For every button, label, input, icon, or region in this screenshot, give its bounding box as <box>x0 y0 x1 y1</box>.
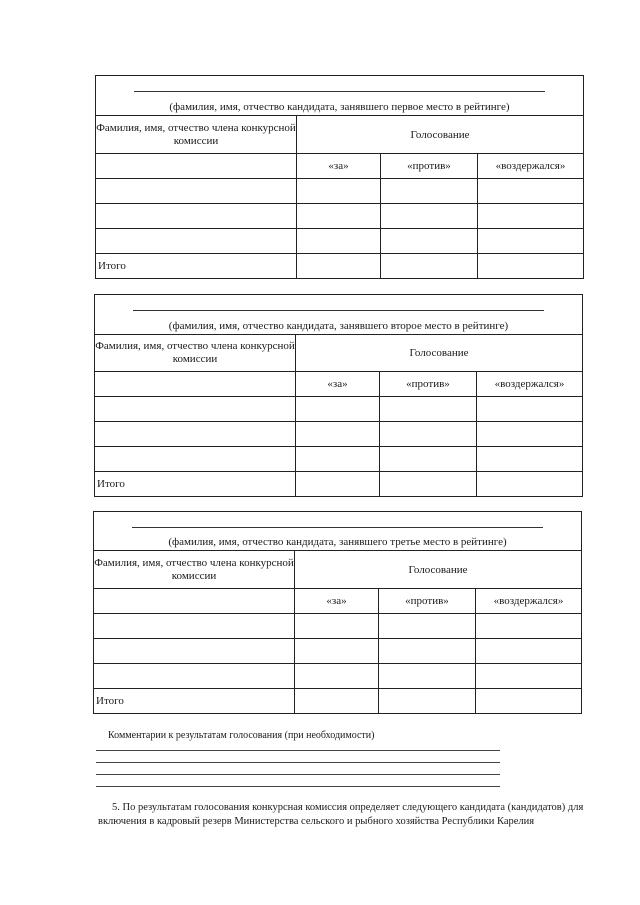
vote-cell[interactable] <box>380 422 477 447</box>
vote-cell[interactable] <box>379 614 476 639</box>
total-cell[interactable] <box>478 254 584 279</box>
vote-cell[interactable] <box>380 447 477 472</box>
member-cell[interactable] <box>96 229 297 254</box>
member-cell[interactable] <box>94 664 295 689</box>
vote-cell[interactable] <box>296 397 380 422</box>
table-row <box>94 664 582 689</box>
total-label: Итого <box>95 472 296 497</box>
member-cell[interactable] <box>95 422 296 447</box>
total-cell[interactable] <box>476 689 582 714</box>
comment-line[interactable] <box>96 750 500 751</box>
comment-line[interactable] <box>96 762 500 763</box>
option-abstain: «воздержался» <box>477 372 583 397</box>
comment-line[interactable] <box>96 786 500 787</box>
table-row <box>95 397 583 422</box>
candidate-caption: (фамилия, имя, отчество кандидата, занявшего третье место в рейтинге) <box>168 536 507 548</box>
table-row <box>94 614 582 639</box>
voting-header: Голосование <box>296 335 583 372</box>
table-row <box>96 179 584 204</box>
option-for: «за» <box>297 154 381 179</box>
total-cell[interactable] <box>296 472 380 497</box>
option-for: «за» <box>295 589 379 614</box>
candidate-caption: (фамилия, имя, отчество кандидата, занявшего второе место в рейтинге) <box>168 320 509 332</box>
member-cell[interactable] <box>95 447 296 472</box>
total-label: Итого <box>94 689 295 714</box>
member-cell[interactable] <box>94 589 295 614</box>
vote-cell[interactable] <box>379 639 476 664</box>
total-cell[interactable] <box>295 689 379 714</box>
option-for: «за» <box>296 372 380 397</box>
table-row <box>95 422 583 447</box>
vote-cell[interactable] <box>381 204 478 229</box>
candidate-name-cell[interactable] <box>94 512 582 551</box>
vote-cell[interactable] <box>478 179 584 204</box>
member-cell[interactable] <box>96 154 297 179</box>
member-cell[interactable] <box>95 372 296 397</box>
vote-cell[interactable] <box>296 422 380 447</box>
total-label: Итого <box>96 254 297 279</box>
vote-table-third <box>93 511 582 714</box>
vote-cell[interactable] <box>476 639 582 664</box>
option-against: «против» <box>379 589 476 614</box>
vote-cell[interactable] <box>478 204 584 229</box>
total-cell[interactable] <box>477 472 583 497</box>
vote-table-second <box>94 294 583 497</box>
candidate-name-line <box>133 310 544 311</box>
table-row <box>96 204 584 229</box>
vote-cell[interactable] <box>476 664 582 689</box>
vote-cell[interactable] <box>296 447 380 472</box>
paragraph-5: 5. По результатам голосования конкурсная комиссия определяет следующего кандидата (кандидатов) для включения в кадровый резерв Министерства сельского и рыбного хозяйства Республики Карелия <box>98 802 584 827</box>
vote-cell[interactable] <box>295 639 379 664</box>
vote-cell[interactable] <box>379 664 476 689</box>
candidate-name-cell[interactable] <box>96 76 584 116</box>
candidate-name-line <box>132 527 543 528</box>
vote-cell[interactable] <box>381 229 478 254</box>
total-cell[interactable] <box>297 254 381 279</box>
comments-label: Комментарии к результатам голосования (при необходимости) <box>108 730 375 741</box>
vote-cell[interactable] <box>478 229 584 254</box>
total-cell[interactable] <box>381 254 478 279</box>
member-cell[interactable] <box>95 397 296 422</box>
vote-cell[interactable] <box>297 204 381 229</box>
vote-cell[interactable] <box>297 229 381 254</box>
member-cell[interactable] <box>96 204 297 229</box>
vote-cell[interactable] <box>476 614 582 639</box>
vote-cell[interactable] <box>477 397 583 422</box>
option-against: «против» <box>380 372 477 397</box>
vote-cell[interactable] <box>295 614 379 639</box>
voting-header: Голосование <box>295 551 582 589</box>
option-abstain: «воздержался» <box>478 154 584 179</box>
option-abstain: «воздержался» <box>476 589 582 614</box>
vote-cell[interactable] <box>295 664 379 689</box>
total-cell[interactable] <box>379 689 476 714</box>
vote-cell[interactable] <box>380 397 477 422</box>
candidate-name-line <box>134 91 545 92</box>
table-row <box>95 447 583 472</box>
vote-table-first <box>95 75 584 279</box>
member-cell[interactable] <box>94 639 295 664</box>
vote-cell[interactable] <box>477 447 583 472</box>
vote-cell[interactable] <box>477 422 583 447</box>
member-cell[interactable] <box>94 614 295 639</box>
option-against: «против» <box>381 154 478 179</box>
vote-cell[interactable] <box>297 179 381 204</box>
candidate-name-cell[interactable] <box>95 295 583 335</box>
member-cell[interactable] <box>96 179 297 204</box>
member-header: Фамилия, имя, отчество члена конкурсной комиссии <box>94 551 295 589</box>
voting-header: Голосование <box>297 116 584 154</box>
member-header: Фамилия, имя, отчество члена конкурсной комиссии <box>95 335 296 372</box>
comment-line[interactable] <box>96 774 500 775</box>
member-header: Фамилия, имя, отчество члена конкурсной комиссии <box>96 116 297 154</box>
table-row <box>96 229 584 254</box>
candidate-caption: (фамилия, имя, отчество кандидата, занявшего первое место в рейтинге) <box>169 101 510 113</box>
table-row <box>94 639 582 664</box>
vote-cell[interactable] <box>381 179 478 204</box>
total-cell[interactable] <box>380 472 477 497</box>
